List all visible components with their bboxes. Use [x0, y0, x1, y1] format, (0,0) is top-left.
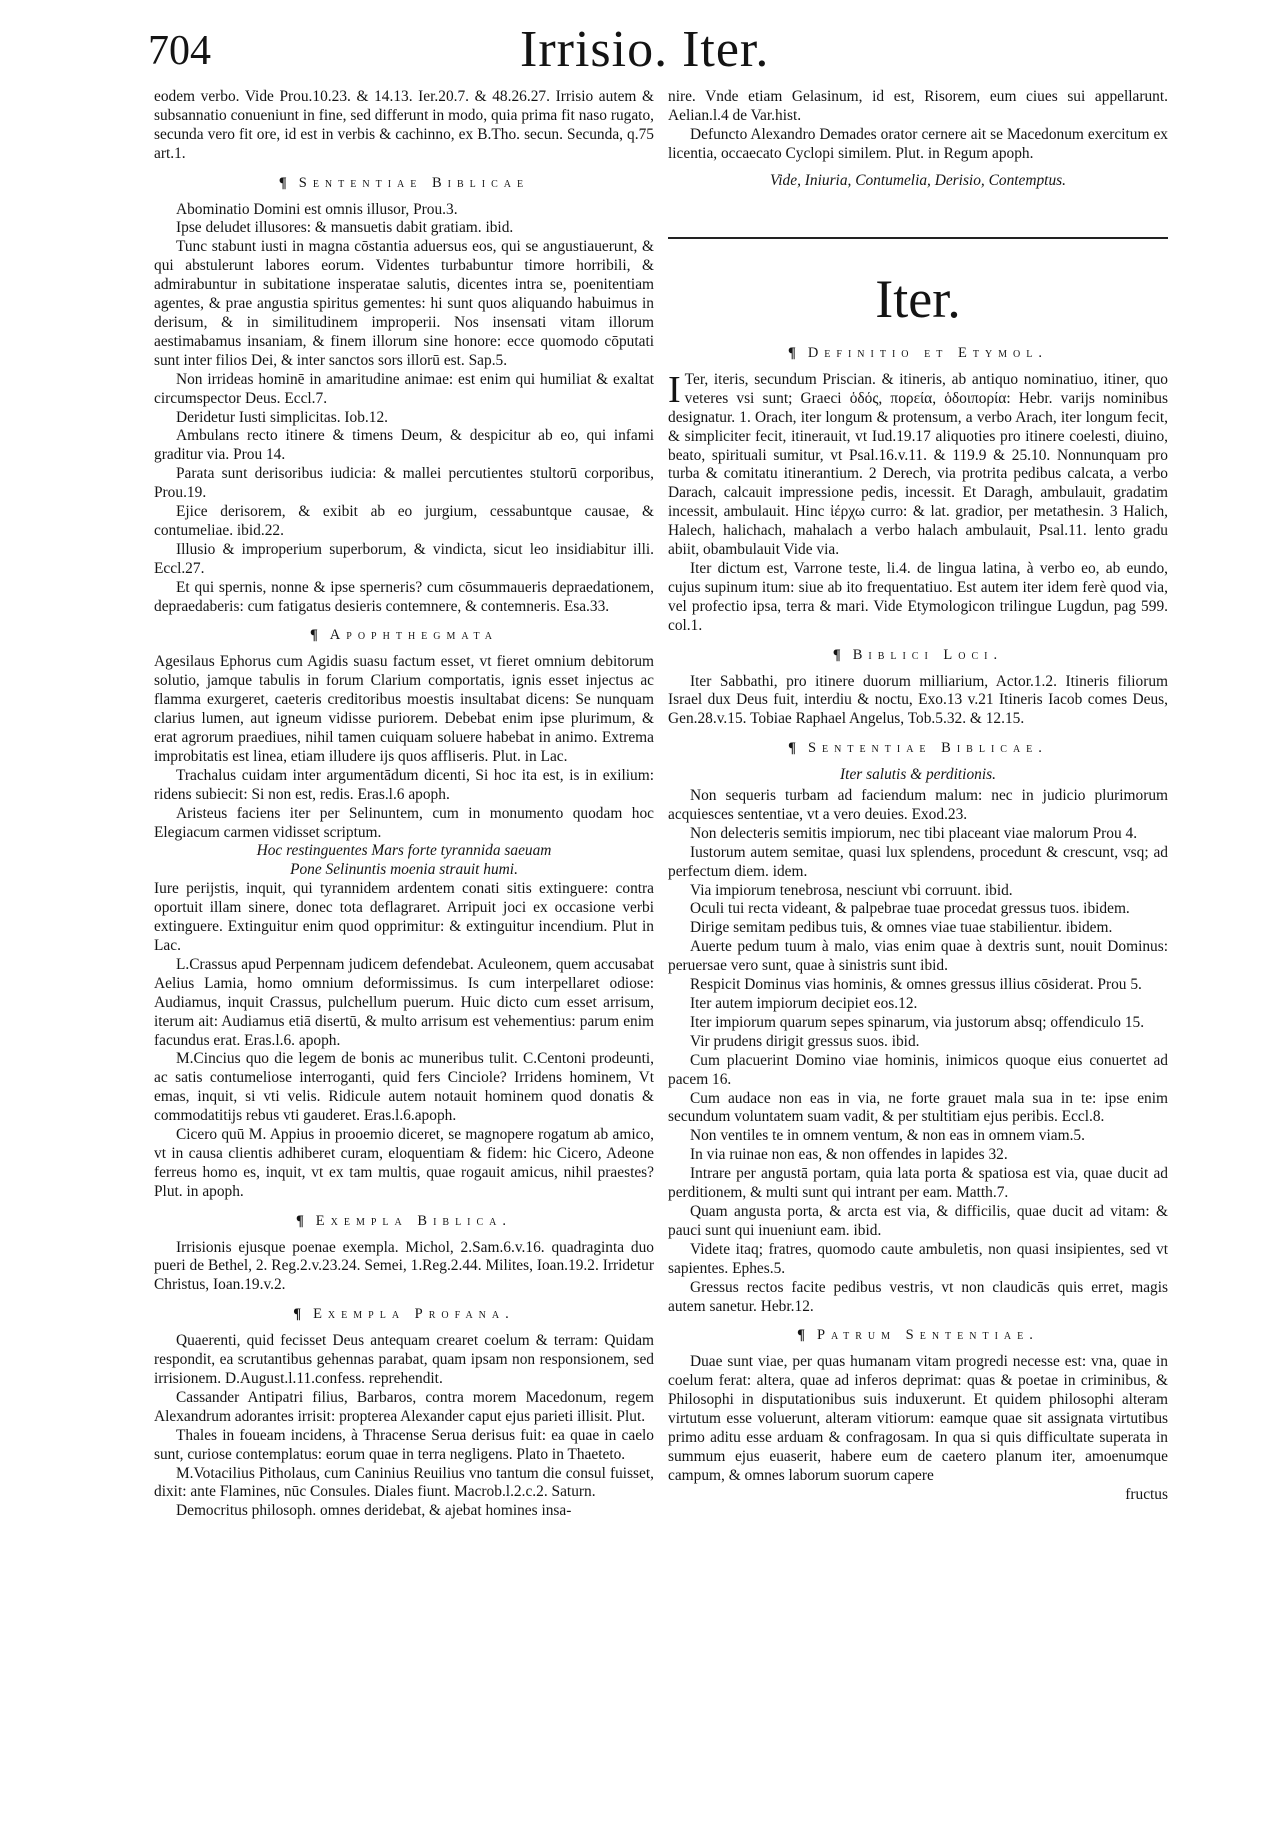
paragraph: Respicit Dominus vias hominis, & omnes gressus illius cōsiderat. Prou 5.	[690, 976, 1142, 994]
paragraph: Vir prudens dirigit gressus suos. ibid.	[690, 1032, 920, 1050]
paragraph: Dirige semitam pedibus tuis, & omnes viae tuae stabilientur. ibidem.	[690, 919, 1113, 937]
page-number: 704	[148, 28, 211, 74]
paragraph: Oculi tui recta videant, & palpebrae tuae procedat gressus tuos. ibidem.	[690, 900, 1130, 918]
paragraph: Tunc stabunt iusti in magna cōstantia aduersus eos, qui se angustiauerunt, & qui abstulerunt labores eorum. Videntes turbabuntur timore horribili, & admirabuntur in subitatione insperatae salutis, dicentes intra se, poenitentiam agentes, & prae angustia spiritus gementes: hi sunt quos aliquando habuimus in derisum, & in similitudinem improperii. Nos insensati vitam illorum aestimabamus insaniam, & finem illorum sine honore: ecce quomodo cōputati sunt inter filios Dei, & inter sanctos sors illorū est. Sap.5.	[154, 238, 654, 369]
paragraph: Iure perijstis, inquit, qui tyrannidem ardentem conati sitis extinguere: contra oportuit illam sinere, donec tota deflagraret. Arripuit joci ex occasione verbi extinguere. Extinguitur enim quod opprimitur: & extinguitur incendium. Plut in Lac.	[154, 880, 654, 954]
right-column-iter	[668, 250, 1168, 1505]
paragraph: Quam angusta porta, & arcta est via, & difficilis, quae ducit ad vitam: & pauci sunt qui inueniunt eam. ibid.	[668, 1202, 1168, 1239]
paragraph: Non sequeris turbam ad faciendum malum: nec in judicio plurimorum acquiesces sententiae, vt a vero deuies. Exod.23.	[668, 787, 1168, 823]
paragraph: Agesilaus Ephorus cum Agidis suasu factum esset, vt fieret omnium debitorum solutio, jamque tabulis in forum Clarium comportatis, ignis esset injectus ac flamma exurgeret, caeteris creditoribus moestis insultabat dicens: Se nunquam clarius lumen, aut igneum vidisse puriorem. Debebat enim ipse plurimum, & erat agrorum praediues, nihil tamen cuiquam soluere habebat in animo. Extrema improbitatis est linea, etiam illudere ijs quos affliseris. Plut. in Lac.	[154, 653, 654, 765]
pilcrow-icon: ¶	[788, 740, 796, 757]
paragraph: Cum audace non eas in via, ne forte grauet mala sua in te: ipse enim secundum voluntatem suam vadit, & per stultitiam ejus peribis. Eccl.8.	[668, 1089, 1168, 1126]
paragraph: Non irrideas hominē in amaritudine animae: est enim qui humiliat & exaltat circumspector Deus. Eccl.7.	[154, 370, 654, 407]
paragraph: Cassander Antipatri filius, Barbaros, contra morem Macedonum, regem Alexandrum adorantes irrisit: propterea Alexander caput ejus parieti illisit. Plut.	[154, 1388, 654, 1425]
paragraph: nire. Vnde etiam Gelasinum, id est, Risorem, eum ciues sui appellarunt. Aelian.l.4 de Var.hist.	[668, 88, 1168, 124]
verse-line: Hoc restinguentes Mars forte tyrannida saeuam	[256, 842, 552, 860]
section-heading: ¶ Sententiae Biblicae.	[788, 740, 1048, 757]
paragraph: In via ruinae non eas, & non offendes in lapides 32.	[690, 1146, 1008, 1164]
paragraph: Et qui spernis, nonne & ipse sperneris? cum cōsummaueris depraedationem, depraedaberis: cum fatigatus desieris contemnere, & contemneris. Esa.33.	[154, 578, 654, 615]
subheading: Iter salutis & perditionis.	[840, 766, 996, 784]
paragraph: Democritus philosoph. omnes deridebat, & ajebat homines insa-	[176, 1502, 572, 1520]
pilcrow-icon: ¶	[293, 1306, 302, 1323]
paragraph: Cum placuerint Domino viae hominis, inimicos quoque eius conuertet ad pacem 16.	[668, 1051, 1168, 1088]
right-column	[668, 88, 1168, 191]
paragraph: Non ventiles te in omnem ventum, & non eas in omnem viam.5.	[690, 1127, 1085, 1145]
paragraph: Iustorum autem semitae, quasi lux splendens, procedunt & crescunt, vsq; ad perfectum diem. idem.	[668, 843, 1168, 880]
paragraph: M.Votacilius Pitholaus, cum Caninius Reuilius vno tantum die consul fuisset, dixit: ante Flamines, nūc Consules. Diales fiunt. Macrob.l.2.c.2. Saturn.	[154, 1464, 654, 1501]
section-heading: ¶ Biblici Loci.	[832, 646, 1004, 663]
paragraph: Ejice derisorem, & exibit ab eo jurgium, cessabuntque causae, & contumeliae. ibid.22.	[154, 503, 654, 539]
paragraph: Quaerenti, quid fecisset Deus antequam crearet coelum & terram: Quidam respondit, ea scrutantibus gehennas parabat, quam ipsam non responsionem, sed irrisionem. D.August.l.11.confess. reprehendit.	[154, 1332, 654, 1387]
paragraph: Iter Sabbathi, pro itinere duorum milliarium, Actor.1.2. Itineris filiorum Israel dux Deus fuit, interdiu & noctu, Exo.13 v.21 Itineris Iacob comes Deus, Gen.28.v.15. Tobiae Raphael Angelus, Tob.5.32. & 12.15.	[668, 672, 1168, 728]
paragraph: Via impiorum tenebrosa, nesciunt vbi corruunt. ibid.	[690, 881, 1013, 899]
catchword: fructus	[1125, 1485, 1168, 1503]
pilcrow-icon: ¶	[787, 345, 796, 361]
left-column	[154, 88, 654, 1521]
section-heading: ¶ Sententiae Biblicae	[278, 174, 530, 191]
paragraph: Aristeus faciens iter per Selinuntem, cum in monumento quodam hoc Elegiacum carmen vidisset scriptum.	[154, 804, 654, 841]
running-head: Irrisio. Iter.	[520, 21, 770, 78]
paragraph: Thales in foueam incidens, à Thracense Serua derisus fuit: ea quae in caelo sunt, curiose contemplatus: eorum quae in terra negligens. Plato in Thaeteto.	[154, 1426, 654, 1463]
pilcrow-icon: ¶	[309, 627, 318, 644]
paragraph: M.Cincius quo die legem de bonis ac muneribus tulit. C.Centoni prodeunti, ac satis contumeliose interroganti, quid fers Cinciole? Irridens hominem, Vt emas, inquit, si vti velis. Ridicule autem notauit hominem quod donatis & commodatitijs rebus vti gauderet. Eras.l.6.apoph.	[154, 1050, 654, 1125]
paragraph: L.Crassus apud Perpennam judicem defendebat. Aculeonem, quem accusabat Aelius Lamia, homo omnium deformissimus. Is cum interpellaret odiose: Audiamus, inquit Crassus, pulchellum puerum. Huic dicto cum esset arrisum, iterum ait: Audiamus etiā disertū, & multo arrisum est vehementius: parum enim facundus erat. Eras.l.6. apoph.	[154, 955, 654, 1049]
paragraph: Duae sunt viae, per quas humanam vitam progredi necesse est: vna, quae in coelum ferat: altera, quae ad inferos deprimat: quas & poetae in criminibus, & Philosophi in disputationibus suis induxerunt. Et quidem philosophi alteram virtutum esse voluerunt, alteram vitiorum: eamque quae sit assignata virtutibus primo aditu esse arduam & confragosam. In qua si quis difficultate superata in summum ejus euaserit, habere eum de caetero planum iter, amoenumque campum, & omnes laborum suorum capere	[668, 1353, 1168, 1484]
section-heading: ¶ Exempla Profana.	[293, 1306, 515, 1323]
section-heading: ¶ Exempla Biblica.	[295, 1212, 513, 1229]
paragraph: Deridetur Iusti simplicitas. Iob.12.	[176, 408, 389, 426]
paragraph: Defuncto Alexandro Demades orator cernere ait se Macedonum exercitum ex licentia, occaecato Cyclopi similem. Plut. in Regum apoph.	[668, 125, 1168, 162]
paragraph: Iter dictum est, Varrone teste, li.4. de lingua latina, à verbo eo, ab eundo, cujus supinum itum: siue ab ito frequentatiuo. Est autem iter idem ferè quod via, vel profectio ipsa, terra & mari. Vide Etymologicon trilingue Lugdun, pag 599. col.1.	[668, 559, 1168, 634]
pilcrow-icon: ¶	[295, 1212, 304, 1229]
section-rule	[668, 237, 1168, 239]
verse-line: Pone Selinuntis moenia strauit humi.	[290, 861, 518, 879]
paragraph: Cicero quū M. Appius in prooemio diceret, se magnopere rogatum ab amico, vt in causa clientis adhiberet curam, eloquentiam & fidem: hic Cicero, Adeone ferreus homo es, inquit, vt ex tam multis, quae rogauit amicus, nihil praestes? Plut. in apoph.	[154, 1126, 654, 1200]
paragraph: Iter impiorum quarum sepes spinarum, via justorum absq; offendiculo 15.	[690, 1013, 1145, 1031]
drop-cap: I	[668, 368, 681, 411]
section-heading: ¶ Apophthegmata	[309, 627, 499, 644]
paragraph: Videte itaq; fratres, quomodo caute ambuletis, non quasi insipientes, sed vt sapientes. Ephes.5.	[668, 1240, 1168, 1277]
paragraph: I Ter, iteris, secundum Priscian. & itineris, ab antiquo nominatiuo, itiner, quo veteres vsi sunt; Graeci ὁδός, πορεία, ὁδοιπορία: Hebr. varijs nominibus designatur. 1. Orach, iter longum & protensum, a verbo Arach, iter longum fecit, & simpliciter fecit, itinerauit, vt Iud.19.17 aliquoties pro itinere coelesti, diuino, beato, spirituali sumitur, vt Psal.16.v.11. & 119.9 & 25.10. Nonnunquam pro turba & comitatu itinerantium. 2 Derech, via protrita pedibus calcata, a verbo Darach, calcauit impressione pedis, incessit. Et Daragh, ambulauit, gradatim incessit, ambulauit. Hinc ἰέρχω curro: & lat. gradior, per metathesin. 3 Halich, Halech, halichach, mahalach a verbo halach ambulauit, Psal.11. lento gradu abiit, obambulauit Vide via.	[668, 368, 1168, 559]
section-heading: ¶ Patrum Sententiae.	[797, 1327, 1039, 1344]
see-also: Vide, Iniuria, Contumelia, Derisio, Contemptus.	[770, 171, 1066, 189]
paragraph: Iter autem impiorum decipiet eos.12.	[690, 995, 918, 1012]
pilcrow-icon: ¶	[797, 1327, 805, 1344]
paragraph: Trachalus cuidam inter argumentādum dicenti, Si hoc ita est, is in exilium: ridens subiecit: Si non est, redis. Eras.l.6 apoph.	[154, 766, 654, 803]
paragraph: Ambulans recto itinere & timens Deum, & despicitur ab eo, qui infami graditur via. Prou 14.	[154, 427, 654, 464]
paragraph: Illusio & improperium superborum, & vindicta, sicut leo insidiabitur illi. Eccl.27.	[154, 540, 654, 577]
paragraph: Intrare per angustā portam, quia lata porta & spatiosa est via, quae ducit ad perditionem, & multi sunt qui intrant per eam. Matth.7.	[668, 1165, 1168, 1202]
paragraph: Irrisionis ejusque poenae exempla. Michol, 2.Sam.6.v.16. quadraginta duo pueri de Bethel, 2. Reg.2.v.23.24. Semei, 1.Reg.2.44. Milites, Ioan.19.2. Irridetur Christus, Ioan.19.v.2.	[154, 1238, 654, 1294]
paragraph: Auerte pedum tuum à malo, vias enim quae à dextris sunt, nouit Dominus: peruersae vero sunt, quae à sinistris sunt ibid.	[668, 938, 1168, 975]
pilcrow-icon: ¶	[832, 646, 841, 663]
intro-paragraph: eodem verbo. Vide Prou.10.23. & 14.13. Ier.20.7. & 48.26.27. Irrisio autem & subsannatio conueniunt in fine, sed differunt in modo, quia prima fit naso rugato, secunda vero fit ore, id est in verbis & cachinno, ex B.Tho. secun. Secunda, q.75 art.1.	[154, 88, 654, 162]
entry-title: Iter.	[875, 269, 961, 329]
paragraph: Abominatio Domini est omnis illusor, Prou.3.	[176, 200, 458, 218]
paragraph: Ipse deludet illusores: & mansuetis dabit gratiam. ibid.	[176, 219, 514, 237]
pilcrow-icon: ¶	[278, 174, 287, 191]
paragraph: Parata sunt derisoribus iudicia: & mallei percutientes stultorū corporibus, Prou.19.	[154, 465, 654, 502]
section-heading: ¶ Definitio et Etymol.	[787, 345, 1049, 361]
paragraph: Gressus rectos facite pedibus vestris, vt non claudicās quis erret, magis autem sanetur. Hebr.12.	[668, 1278, 1168, 1315]
paragraph: Non delecteris semitis impiorum, nec tibi placeant viae malorum Prou 4.	[690, 824, 1138, 842]
